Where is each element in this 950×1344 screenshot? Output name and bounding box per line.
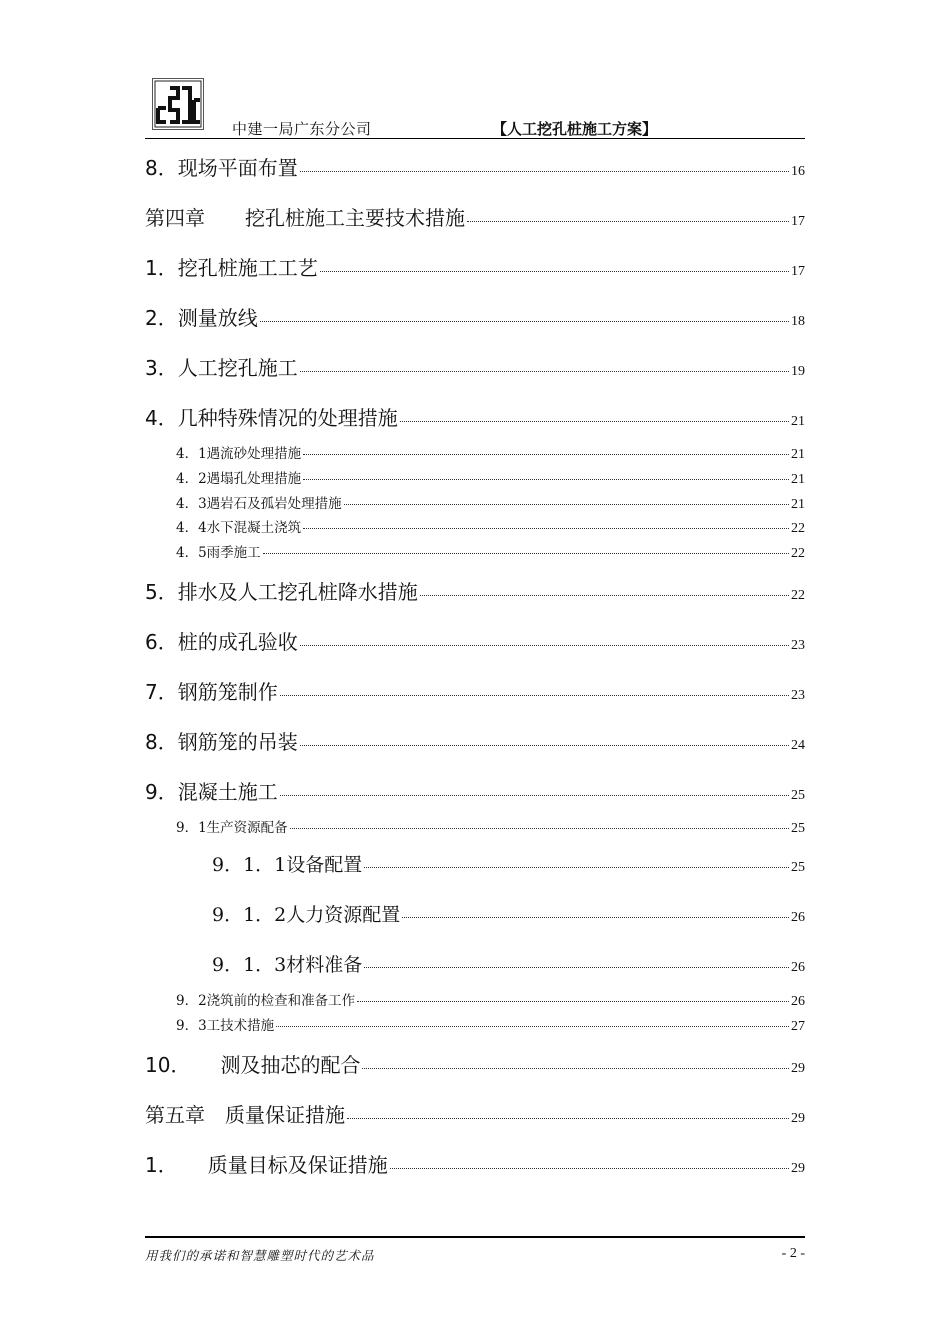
toc-entry-page: 26 — [791, 994, 805, 1009]
toc-entry-page: 16 — [791, 164, 805, 179]
footer-slogan: 用我们的承诺和智慧雕塑时代的艺术品 — [145, 1248, 375, 1263]
toc-entry-label: 9．1生产资源配备 — [176, 820, 288, 836]
toc-entry[interactable] — [145, 576, 805, 605]
toc-entry-label: 3．人工挖孔施工 — [145, 356, 298, 380]
toc-entry-page: 25 — [791, 860, 805, 875]
toc-dot-leader — [390, 1168, 789, 1169]
toc-dot-leader — [300, 745, 789, 746]
toc-entry[interactable] — [145, 776, 805, 805]
toc-entry-label: 5．排水及人工挖孔桩降水措施 — [145, 580, 418, 604]
toc-entry-page: 21 — [791, 472, 805, 487]
toc-entry[interactable] — [145, 352, 805, 381]
toc-entry[interactable] — [176, 467, 805, 488]
toc-entry-page: 19 — [791, 364, 805, 379]
toc-entry-label: 8．现场平面布置 — [145, 156, 298, 180]
toc-dot-leader — [290, 828, 789, 829]
toc-entry-page: 23 — [791, 688, 805, 703]
toc-entry-page: 21 — [791, 497, 805, 512]
toc-entry-page: 25 — [791, 821, 805, 836]
toc-entry-label: 9．1．3材料准备 — [212, 954, 363, 976]
toc-dot-leader — [344, 504, 789, 505]
toc-entry-label: 2．测量放线 — [145, 306, 258, 330]
toc-entry[interactable] — [212, 950, 805, 977]
toc-dot-leader — [300, 645, 789, 646]
toc-entry-label: 4．2遇塌孔处理措施 — [176, 471, 302, 487]
toc-entry-label: 4．3遇岩石及孤岩处理措施 — [176, 496, 342, 512]
toc-entry[interactable] — [176, 989, 805, 1010]
toc-dot-leader — [300, 371, 789, 372]
toc-dot-leader — [402, 917, 789, 918]
toc-entry-label: 9．1．2人力资源配置 — [212, 904, 401, 926]
toc-entry[interactable] — [176, 1014, 805, 1035]
toc-entry-page: 29 — [791, 1161, 805, 1176]
toc-entry[interactable] — [176, 516, 805, 537]
toc-entry-page: 17 — [791, 264, 805, 279]
toc-dot-leader — [280, 795, 789, 796]
toc-entry-page: 26 — [791, 910, 805, 925]
toc-entry[interactable] — [176, 541, 805, 562]
toc-entry-page: 24 — [791, 738, 805, 753]
toc-entry-page: 22 — [791, 588, 805, 603]
toc-entry[interactable] — [176, 492, 805, 513]
toc-entry[interactable] — [145, 252, 805, 281]
toc-entry-label: 6．桩的成孔验收 — [145, 630, 298, 654]
toc-entry-page: 18 — [791, 314, 805, 329]
toc-dot-leader — [276, 1026, 789, 1027]
toc-entry[interactable] — [145, 676, 805, 705]
toc-dot-leader — [364, 867, 789, 868]
toc-dot-leader — [364, 967, 789, 968]
toc-entry-page: 29 — [791, 1061, 805, 1076]
toc-entry-page: 25 — [791, 788, 805, 803]
toc-entry-label: 10． 测及抽芯的配合 — [145, 1053, 361, 1077]
toc-dot-leader — [303, 479, 789, 480]
footer-divider — [145, 1236, 805, 1238]
toc-entry-page: 21 — [791, 447, 805, 462]
toc-dot-leader — [263, 553, 789, 554]
toc-entry[interactable] — [145, 402, 805, 431]
toc-dot-leader — [303, 454, 789, 455]
toc-entry-page: 17 — [791, 214, 805, 229]
toc-entry-page: 21 — [791, 414, 805, 429]
toc-entry-label: 9．混凝土施工 — [145, 780, 278, 804]
toc-entry-label: 4．几种特殊情况的处理措施 — [145, 406, 398, 430]
toc-entry-label: 第五章 质量保证措施 — [145, 1103, 345, 1127]
toc-entry-label: 9．2浇筑前的检查和准备工作 — [176, 993, 356, 1009]
toc-entry-label: 7．钢筋笼制作 — [145, 680, 278, 704]
toc-dot-leader — [260, 321, 789, 322]
header-company: 中建一局广东分公司 — [232, 120, 372, 138]
toc-dot-leader — [400, 421, 789, 422]
toc-entry[interactable] — [145, 626, 805, 655]
toc-dot-leader — [420, 595, 789, 596]
toc-entry-label: 第四章 挖孔桩施工主要技术措施 — [145, 206, 465, 230]
toc-dot-leader — [303, 528, 789, 529]
toc-entry-page: 29 — [791, 1111, 805, 1126]
toc-entry-page: 26 — [791, 960, 805, 975]
toc-dot-leader — [280, 695, 789, 696]
toc-entry[interactable] — [145, 152, 805, 181]
toc-entry[interactable] — [145, 726, 805, 755]
toc-entry[interactable] — [145, 302, 805, 331]
toc-dot-leader — [362, 1068, 789, 1069]
toc-entry[interactable] — [212, 900, 805, 927]
toc-entry[interactable] — [145, 1049, 805, 1078]
toc-entry-label: 8．钢筋笼的吊装 — [145, 730, 298, 754]
toc-dot-leader — [300, 171, 789, 172]
toc-entry-label: 9．3工技术措施 — [176, 1018, 275, 1034]
toc-entry[interactable] — [176, 816, 805, 837]
toc-entry[interactable] — [145, 1149, 805, 1178]
toc-dot-leader — [347, 1118, 789, 1119]
toc-entry-label: 4．5雨季施工 — [176, 545, 261, 561]
toc-entry-label: 9．1．1设备配置 — [212, 854, 363, 876]
toc-entry[interactable] — [145, 202, 805, 231]
toc-entry-page: 22 — [791, 521, 805, 536]
toc-dot-leader — [320, 271, 789, 272]
toc-entry-page: 27 — [791, 1019, 805, 1034]
toc-entry-label: 4．1遇流砂处理措施 — [176, 446, 302, 462]
toc-dot-leader — [357, 1001, 789, 1002]
toc-entry[interactable] — [212, 850, 805, 877]
toc-dot-leader — [467, 221, 789, 222]
toc-entry[interactable] — [176, 442, 805, 463]
footer-page-number: - 2 - — [781, 1246, 805, 1261]
toc-entry-label: 1． 质量目标及保证措施 — [145, 1153, 388, 1177]
toc-entry[interactable] — [145, 1099, 805, 1128]
header-doc-title: 【人工挖孔桩施工方案】 — [492, 120, 658, 138]
toc-entry-page: 22 — [791, 546, 805, 561]
toc-entry-page: 23 — [791, 638, 805, 653]
toc-entry-label: 4．4水下混凝土浇筑 — [176, 520, 302, 536]
toc-entry-label: 1．挖孔桩施工工艺 — [145, 256, 318, 280]
